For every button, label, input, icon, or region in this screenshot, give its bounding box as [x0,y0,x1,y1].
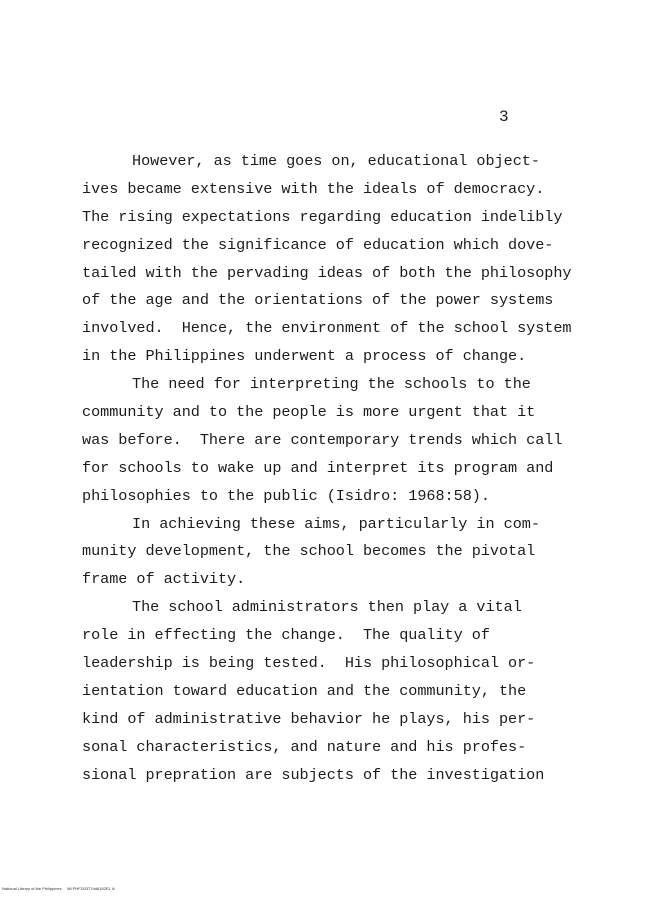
text-line: recognized the significance of education which dove- [82,235,554,254]
text-line: However, as time goes on, educational object- [132,152,540,170]
text-line: tailed with the pervading ideas of both the philosophy [82,263,572,282]
text-line: of the age and the orientations of the power systems [82,291,554,310]
text-line: community and to the people is more urgent that it [82,403,536,422]
page-number: 3 [499,108,509,126]
text-line: was before. There are contemporary trends which call [82,430,563,449]
text-line: ientation toward education and the community, the [82,681,527,700]
text-line: frame of activity. [82,570,246,589]
text-line: The rising expectations regarding education indelibly [82,207,563,226]
text-line: kind of administrative behavior he plays, his per- [82,709,536,728]
footer-watermark [2,886,115,891]
footer-code: MLPHFD0377dd6182E1 iii [67,886,115,891]
text-line: for schools to wake up and interpret its program and [82,458,554,477]
text-line: sonal characteristics, and nature and his profes- [82,737,527,756]
text-line: In achieving these aims, particularly in com- [132,514,540,533]
text-line: in the Philippines underwent a process of change. [82,347,527,366]
text-line: ives became extensive with the ideals of democracy. [82,179,545,198]
footer-source: National Library of the Philippines [2,886,62,891]
text-line: The school administrators then play a vital [132,598,522,617]
document-body [82,148,572,789]
text-line: munity development, the school becomes the pivotal [82,542,536,561]
text-line: involved. Hence, the environment of the school system [82,319,572,338]
text-line: leadership is being tested. His philosophical or- [82,654,536,673]
text-line: The need for interpreting the schools to the [132,375,531,394]
text-line: role in effecting the change. The quality of [82,626,490,645]
text-line: sional prepration are subjects of the investigation [82,765,545,784]
text-line: philosophies to the public (Isidro: 1968:58). [82,486,490,505]
